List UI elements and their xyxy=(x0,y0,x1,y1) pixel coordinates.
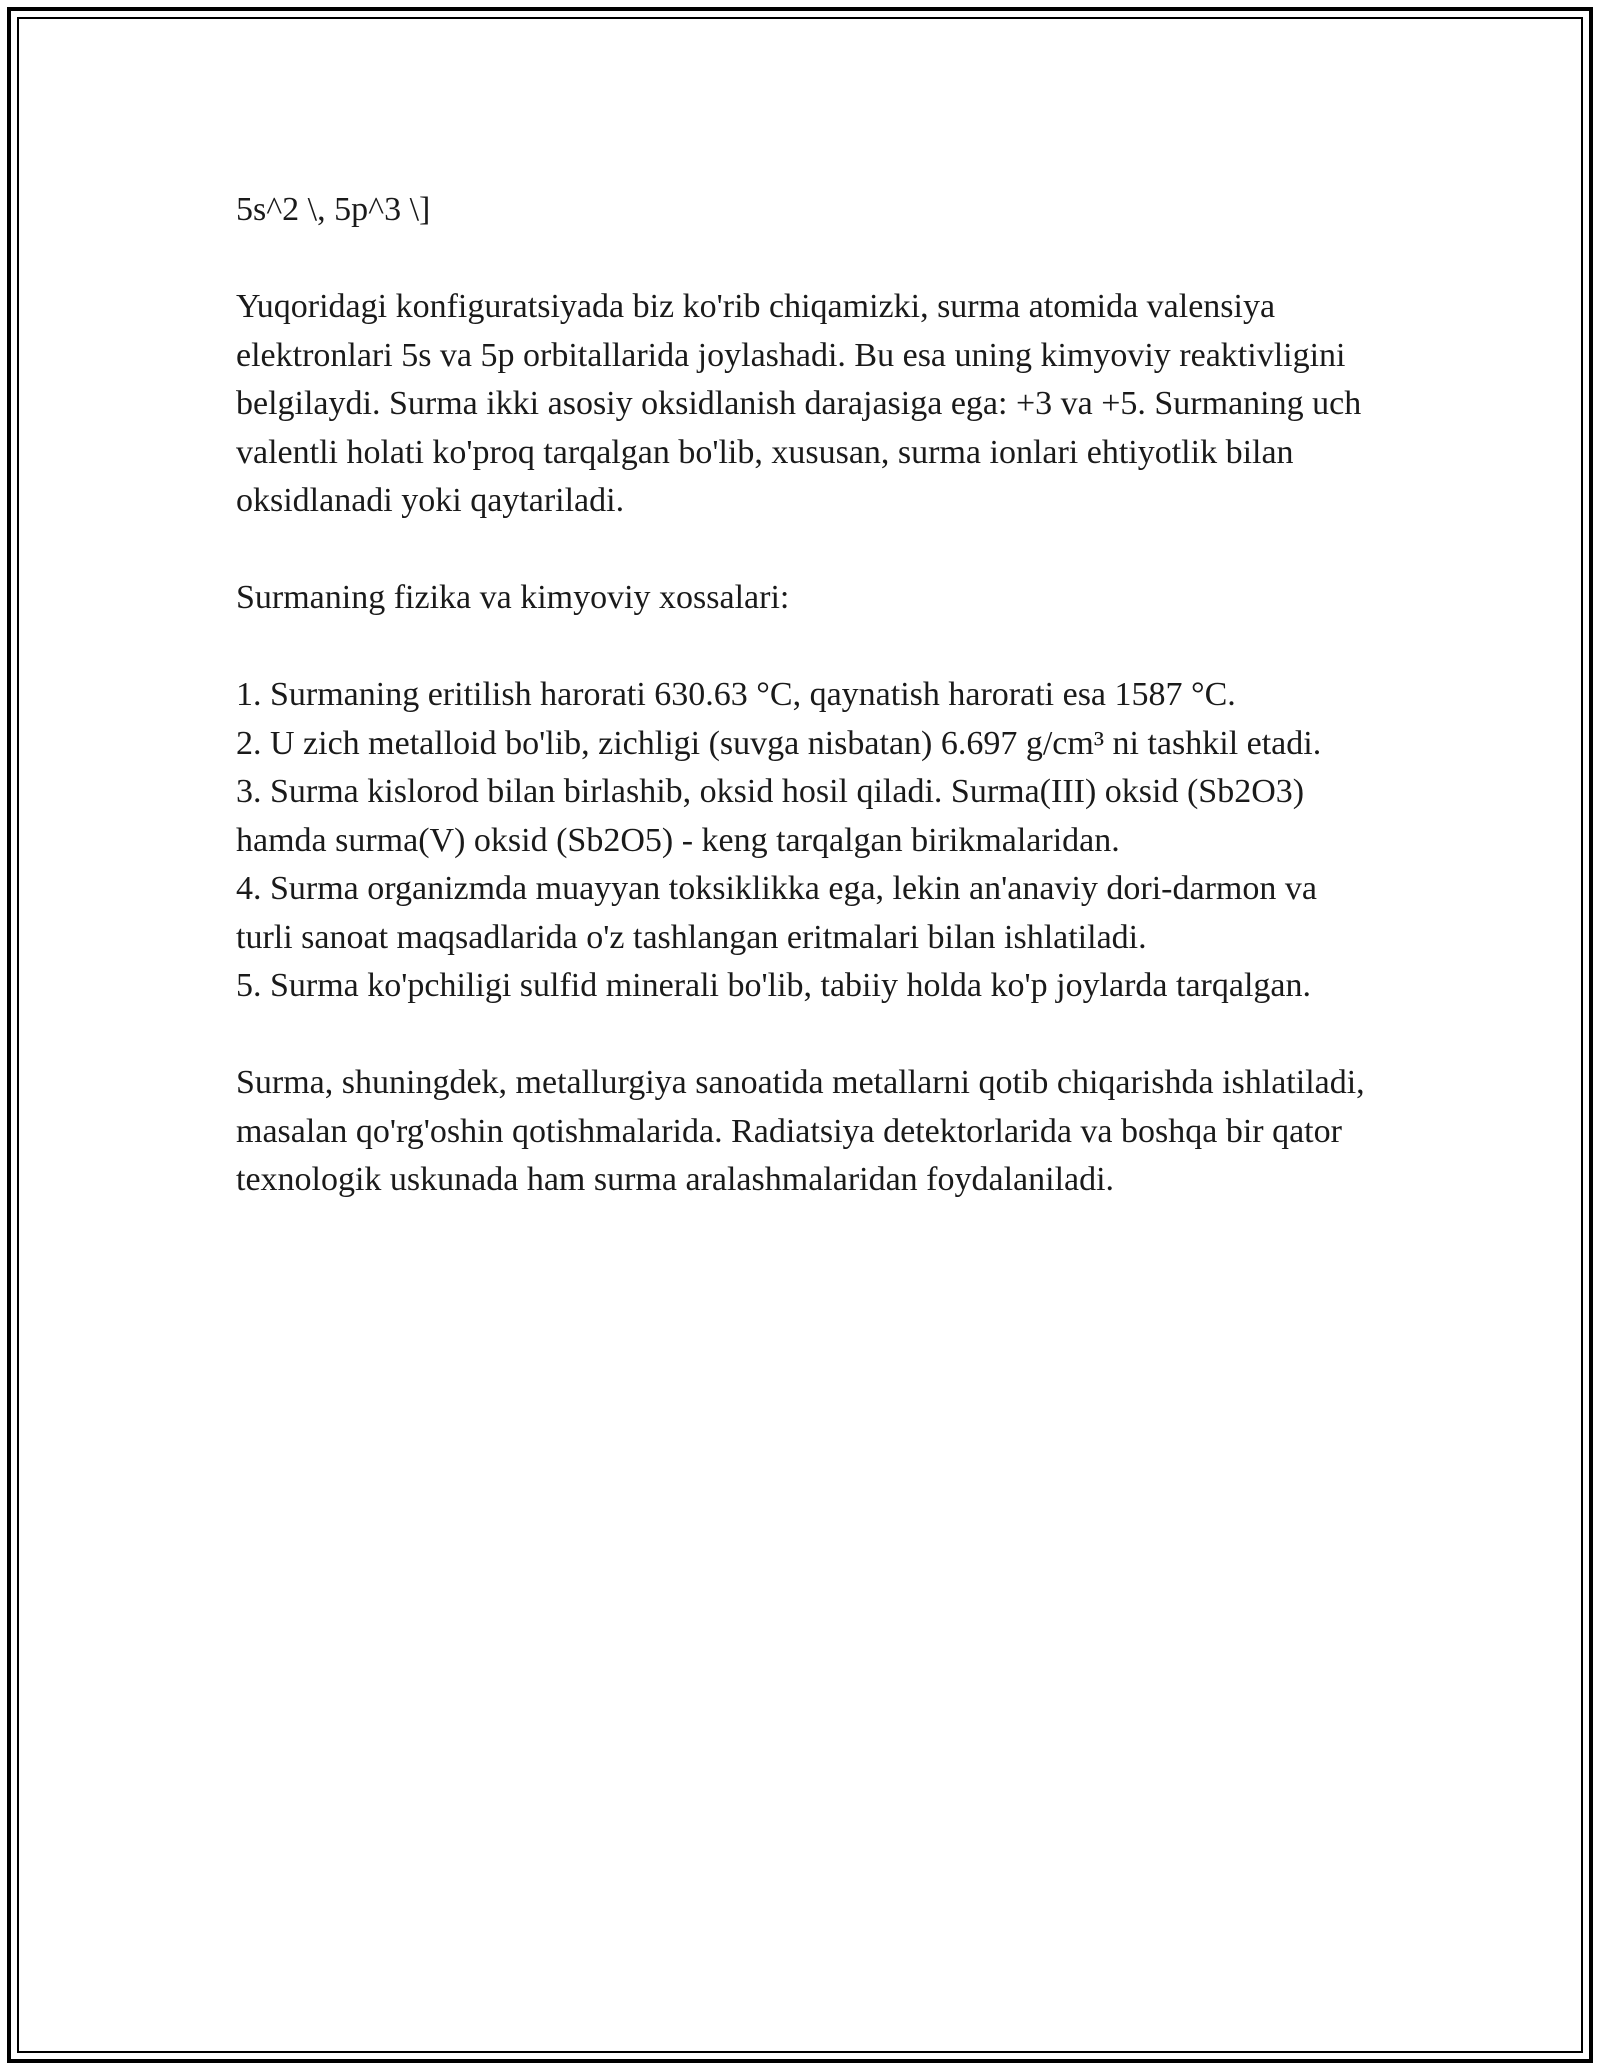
document-body xyxy=(236,186,1376,1205)
list-heading: Surmaning fizika va kimyoviy xossalari: xyxy=(236,579,790,616)
paragraph-spacer xyxy=(236,1011,1376,1060)
list-item: 1. Surmaning eritilish harorati 630.63 °C, qaynatish harorati esa 1587 °C. xyxy=(236,676,1236,713)
paragraph-spacer xyxy=(236,623,1376,672)
paragraph-spacer xyxy=(236,526,1376,575)
properties-list xyxy=(236,671,1376,1011)
list-item: 2. U zich metalloid bo'lib, zichligi (suvga nisbatan) 6.697 g/cm³ ni tashkil etadi. xyxy=(236,724,1322,762)
list-item: 5. Surma ko'pchiligi sulfid minerali bo'lib, tabiiy holda ko'p joylarda tarqalgan. xyxy=(236,967,1312,1004)
paragraph-spacer xyxy=(236,235,1376,284)
intro-paragraph: Yuqoridagi konfiguratsiyada biz ko'rib chiqamizki, surma atomida valensiya elektronlari 5s va 5p orbitallarida joylashadi. Bu esa uning kimyoviy reaktivligini belgilaydi. Surma ikki asosiy oksidlanish darajasiga ega: +3 va +5. Surmaning uch valentli holati ko'proq tarqalgan bo'lib, xususan, surma ionlari ehtiyotlik bilan oksidlanadi yoki qaytariladi. xyxy=(236,288,1362,519)
closing-paragraph: Surma, shuningdek, metallurgiya sanoatida metallarni qotib chiqarishda ishlatiladi, masalan qo'rg'oshin qotishmalarida. Radiatsiya detektorlarida va boshqa bir qator texnologik uskunada ham surma aralashmalaridan foydalaniladi. xyxy=(236,1064,1365,1198)
list-item: 4. Surma organizmda muayyan toksiklikka ega, lekin an'anaviy dori-darmon va turli sanoat maqsadlarida o'z tashlangan eritmalari bilan ishlatiladi. xyxy=(236,870,1317,956)
list-item: 3. Surma kislorod bilan birlashib, oksid hosil qiladi. Surma(III) oksid (Sb2O3) hamda surma(V) oksid (Sb2O5) - keng tarqalgan birikmalaridan. xyxy=(236,773,1305,859)
formula-line: 5s^2 \, 5p^3 \] xyxy=(236,191,431,228)
